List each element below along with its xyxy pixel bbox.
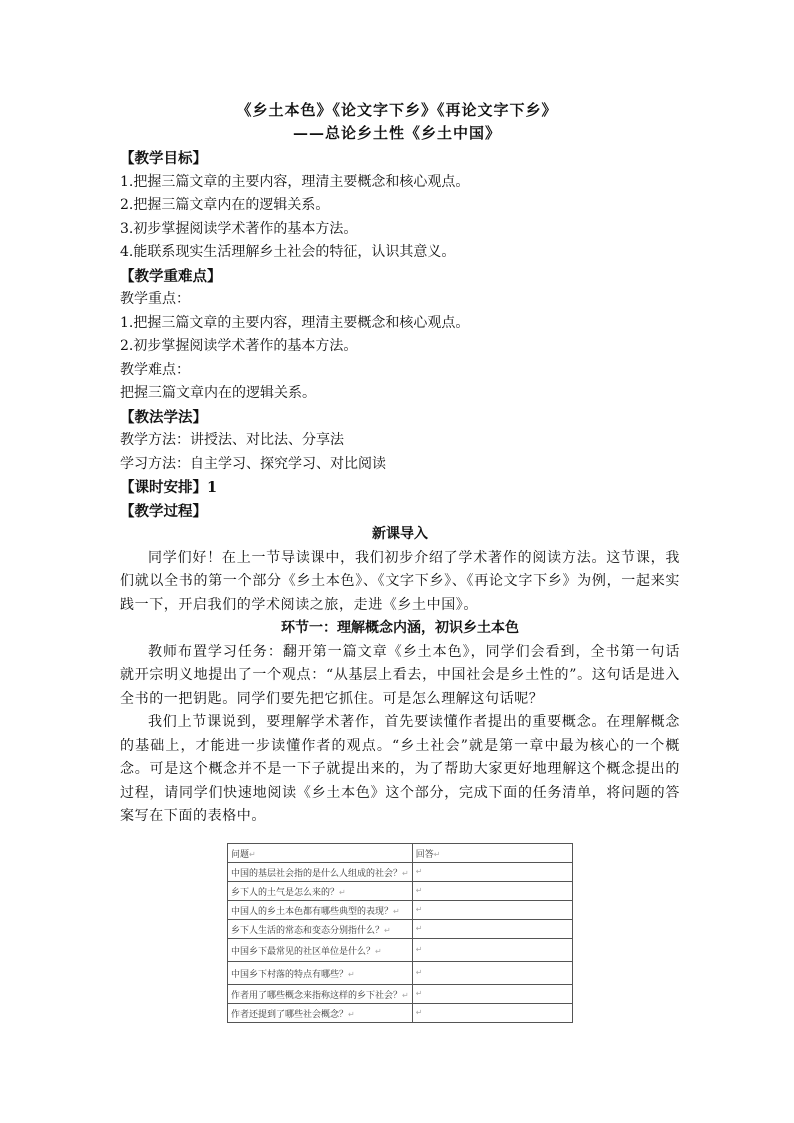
question-cell: 作者还提到了哪些社会概念？↵: [228, 1004, 413, 1023]
focus-item: 1.把握三篇文章的主要内容，理清主要概念和核心观点。: [120, 314, 470, 331]
table-row: [228, 920, 573, 939]
difficulty-text: 把握三篇文章内在的逻辑关系。: [120, 385, 316, 401]
task-table-wrapper: [227, 843, 573, 1023]
answer-cell[interactable]: ↵: [412, 882, 572, 901]
answer-cell[interactable]: ↵: [412, 901, 572, 920]
answer-cell[interactable]: ↵: [412, 863, 572, 882]
schedule-heading: 【课时安排】1: [120, 479, 218, 496]
document-body: [120, 147, 680, 829]
table-header-row: [228, 844, 573, 863]
objective-item: 4.能联系现实生活理解乡土社会的特征，认识其意义。: [120, 244, 456, 260]
table-row: [228, 863, 573, 882]
focus-label: 教学重点：: [120, 291, 190, 307]
table-header-answer: 回答↵: [412, 844, 572, 863]
process-heading: 【教学过程】: [120, 502, 207, 520]
intro-title: 新课导入: [372, 526, 428, 542]
difficulty-label: 教学难点：: [120, 361, 190, 378]
table-row: [228, 1004, 573, 1023]
section1-title: 环节一：理解概念内涵，初识乡土本色: [281, 620, 519, 636]
focus-item: 2.初步掌握阅读学术著作的基本方法。: [120, 338, 358, 354]
question-cell: 中国乡下最常见的社区单位是什么？↵: [228, 939, 413, 962]
question-cell: 乡下人生活的常态和变态分别指什么？↵: [228, 920, 413, 939]
document-title: 《乡土本色》《论文字下乡》《再论文字下乡》: [236, 101, 558, 119]
section1-paragraph-1: 教师布置学习任务：翻开第一篇文章《乡土本色》，同学们会看到，全书第一句话就开宗明义地提出了一个观点：“从基层上看去，中国社会是乡土性的”。这句话是进入全书的一把钥匙。同学们要先把它抓住。可是怎么理解这句话呢？: [120, 643, 680, 707]
objective-item: 2.把握三篇文章内在的逻辑关系。: [120, 197, 330, 213]
section1-paragraph-2: 我们上节课说到，要理解学术著作，首先要读懂作者提出的重要概念。在理解概念的基础上，才能进一步读懂作者的观点。“乡土社会”就是第一章中最为核心的一个概念。可是这个概念并不是一下子就提出来的，为了帮助大家更好地理解这个概念提出的过程，请同学们快速地阅读《乡土本色》这个部分，完成下面的任务清单，将问题的答案写在下面的表格中。: [120, 714, 680, 824]
teaching-methods: 教学方法：讲授法、对比法、分享法: [120, 432, 344, 448]
answer-cell[interactable]: ↵: [412, 962, 572, 985]
question-cell: 乡下人的土气是怎么来的？↵: [228, 882, 413, 901]
question-cell: 中国人的乡土本色都有哪些典型的表现？↵: [228, 901, 413, 920]
table-row: [228, 901, 573, 920]
document-subtitle: ——总论乡土性《乡土中国》: [292, 124, 501, 142]
methods-heading: 【教法学法】: [120, 408, 207, 426]
objective-item: 3.初步掌握阅读学术著作的基本方法。: [120, 220, 358, 237]
answer-cell[interactable]: ↵: [412, 939, 572, 962]
question-cell: 中国的基层社会指的是什么人组成的社会？↵: [228, 863, 413, 882]
table-header-question: 问题↵: [228, 844, 413, 863]
answer-cell[interactable]: ↵: [412, 1004, 572, 1023]
key-points-heading: 【教学重难点】: [120, 267, 222, 285]
question-cell: 中国乡下村落的特点有哪些？↵: [228, 962, 413, 985]
objective-item: 1.把握三篇文章的主要内容，理清主要概念和核心观点。: [120, 173, 470, 190]
learning-methods: 学习方法：自主学习、探究学习、对比阅读: [120, 455, 386, 472]
table-row: [228, 985, 573, 1004]
answer-cell[interactable]: ↵: [412, 985, 572, 1004]
answer-cell[interactable]: ↵: [412, 920, 572, 939]
table-row: [228, 939, 573, 962]
intro-paragraph: 同学们好！在上一节导读课中，我们初步介绍了学术著作的阅读方法。这节课，我们就以全书的第一个部分《乡土本色》、《文字下乡》、《再论文字下乡》为例，一起来实践一下，开启我们的学术阅读之旅，走进《乡土中国》。: [120, 549, 680, 613]
objectives-heading: 【教学目标】: [120, 150, 207, 167]
table-row: [228, 962, 573, 985]
task-table: [227, 843, 573, 1023]
table-row: [228, 882, 573, 901]
question-cell: 作者用了哪些概念来指称这样的乡下社会？↵: [228, 985, 413, 1004]
